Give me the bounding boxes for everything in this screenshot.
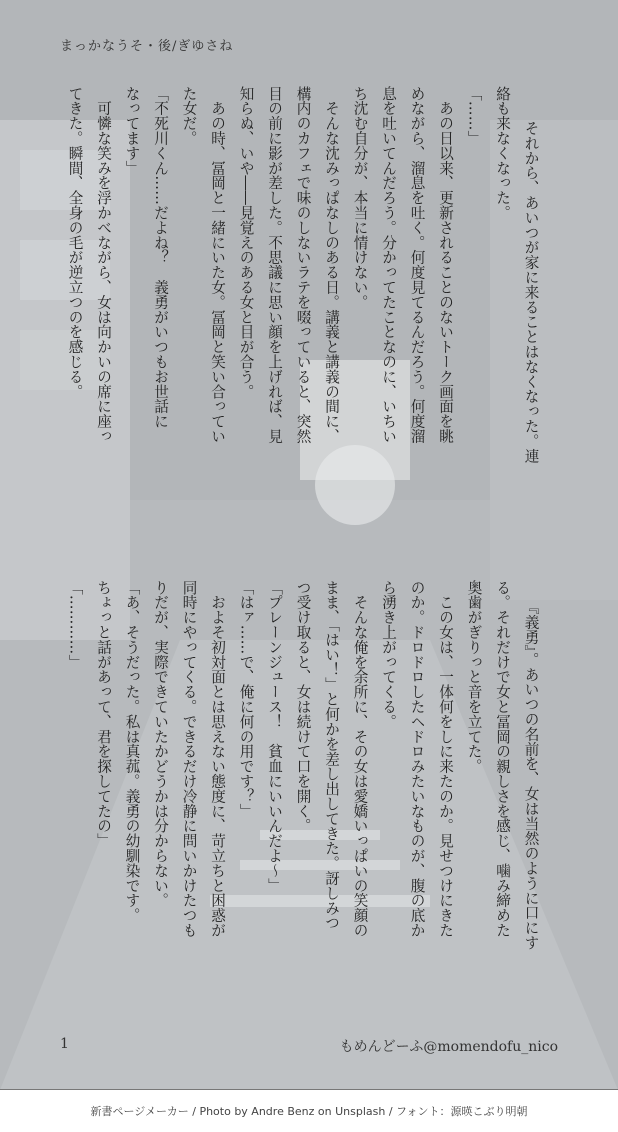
paragraph: およそ初対面とは思えない態度に、苛立ちと困惑が 同時にやってくる。できるだけ冷静に問いかけたつも りだが、実際できていたかどうかは分からない。 [152,580,226,938]
author-handle: もめんどーふ@momendofu_nico [339,1039,558,1055]
paragraph: 「…………」 [66,580,84,670]
body-text-lower [32,580,574,990]
paragraph: あの日以来、更新されることのないトーク画面を眺 めながら、溜息を吐く。何度見てるんだろう。何度溜 息を吐いてんだろう。分かってたことなのに、いちい ち沈む自分が、本当に情けない。 [351,86,454,444]
body-text-upper [32,86,574,526]
paragraph: 「プレーンジュース！ 貧血にいいんだよ〜」 [266,580,283,893]
paragraph: 「あ、そうだった。私は真菰。義勇の幼馴染です。 ちょっと話があって、君を探してたの」 [95,580,141,923]
paragraph: そんな沈みっぱなしのある日。講義と講義の間に、 構内のカフェで味のしないラテを啜っていると、突然 目の前に影が差した。不思議に思い顔を上げれば、見 知らぬ、いや――見覚えのある女と目が合う。 [237,86,340,444]
paragraph: 「……」 [465,86,483,146]
page-header: まっかなうそ・後/ぎゆさね [60,39,234,54]
paragraph: 「はァ……で、俺に何の用です？」 [237,580,255,819]
paragraph: 可憐な笑みを浮かべながら、女は向かいの席に座っ てきた。瞬間、全身の毛が逆立つのを感じる。 [66,86,112,444]
paragraph: 「不死川くん……だよね？ 義勇がいつもお世話に なってます」 [123,86,169,429]
paragraph: 『義勇』。あいつの名前を、女は当然のように口にす る。それだけで女と冨岡の親しさを感じ、噛み締めた 奥歯がぎりっと音を立てた。 [465,580,540,951]
paragraph: そんな俺を余所に、その女は愛嬌いっぱいの笑顔の まま、「はい！」と何かを差し出してきた。訝しみつ つ受け取ると、女は続けて口を開く。 [294,580,369,938]
paragraph: この女は、一体何をしに来たのか。見せつけにきた のか。ドロドロしたヘドロみたいなものが、腹の底か ら湧き上がってくる。 [380,580,454,938]
credit-line: 新書ページメーカー / Photo by Andre Benz on Unsplash / フォント：源暎こぶり明朝 [90,1105,528,1118]
paragraph: それから、あいつが家に来ることはなくなった。連 絡も来なくなった。 [494,86,540,464]
page-number: 1 [60,1036,69,1052]
paragraph: あの時、冨岡と一緒にいた女。冨岡と笑い合ってい た女だ。 [180,86,226,444]
